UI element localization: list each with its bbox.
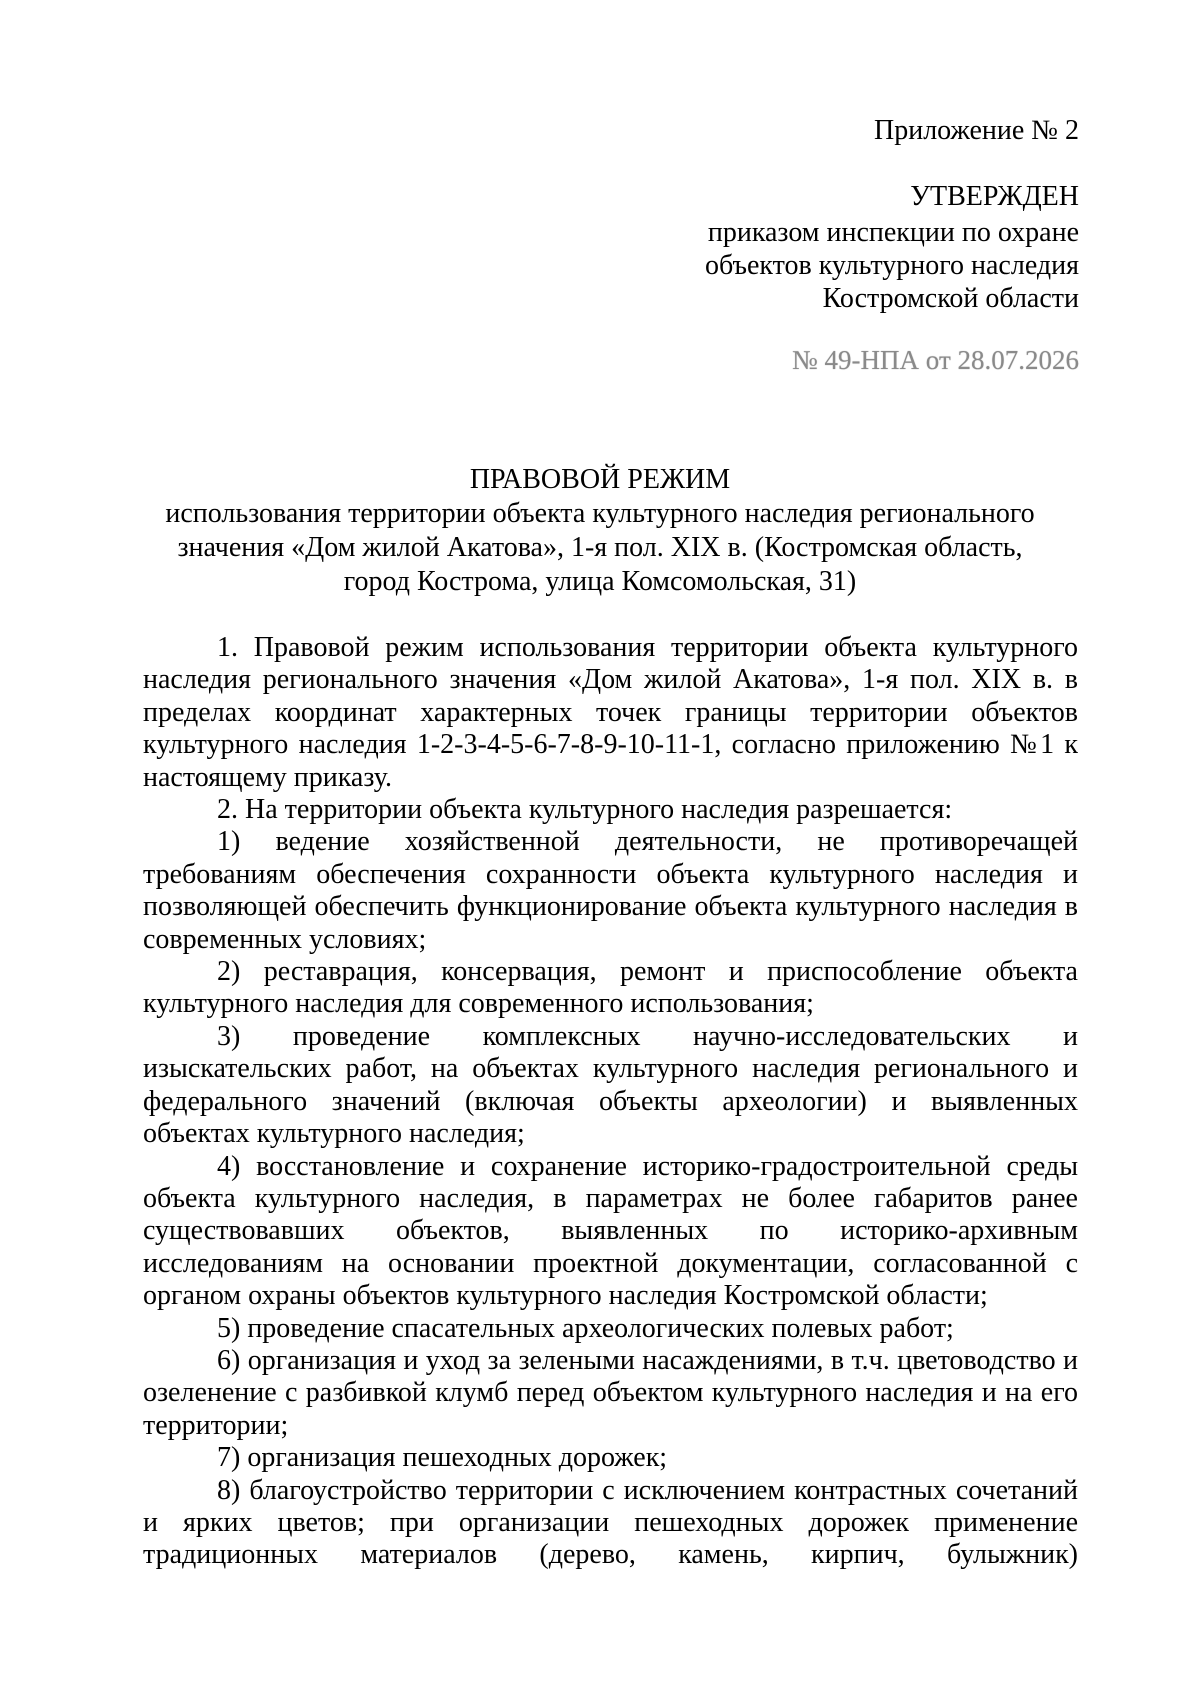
- approver-line: приказом инспекции по охране: [707, 217, 1079, 248]
- approver-line: объектов культурного наследия: [704, 250, 1079, 281]
- title-heading: ПРАВОВОЙ РЕЖИМ: [469, 464, 731, 495]
- title-subtitle-line: значения «Дом жилой Акатова», 1-я пол. XIX в. (Костромская область,: [177, 532, 1023, 563]
- title-subtitle-line: город Кострома, улица Комсомольская, 31): [343, 566, 857, 597]
- approver-line: Костромской области: [822, 283, 1079, 314]
- appendix-label: Приложение № 2: [874, 115, 1079, 146]
- paragraph-2: 2. На территории объекта культурного наследия разрешается:: [217, 794, 953, 826]
- list-item-4: 4) восстановление и сохранение историко-градостроительной среды объекта культурного наследия, в параметрах не более габаритов ранее существовавших объектов, выявленных по историко-архивным исследованиям на основании проектной документации, согласованной с органом охраны объектов культурного наследия Костромской области;: [143, 1150, 1078, 1312]
- document-body: [143, 632, 1078, 1572]
- list-item-5: 5) проведение спасательных археологических полевых работ;: [217, 1312, 954, 1344]
- list-item-8: 8) благоустройство территории с исключением контрастных сочетаний и ярких цветов; при организации пешеходных дорожек применение традиционных материалов (дерево, камень, кирпич, булыжник): [143, 1474, 1078, 1571]
- list-item-6: 6) организация и уход за зелеными насаждениями, в т.ч. цветоводство и озеленение с разбивкой клумб перед объектом культурного наследия и на его территории;: [143, 1344, 1078, 1441]
- list-item-2: 2) реставрация, консервация, ремонт и приспособление объекта культурного наследия для современного использования;: [143, 956, 1078, 1020]
- title-subtitle-line: использования территории объекта культурного наследия регионального: [165, 498, 1035, 529]
- list-item-3: 3) проведение комплексных научно-исследовательских и изыскательских работ, на объектах культурного наследия регионального и федерального значений (включая объекты археологии) и выявленных объектах культурного наследия;: [143, 1020, 1078, 1150]
- document-title: [120, 463, 1080, 599]
- list-item-7: 7) организация пешеходных дорожек;: [217, 1442, 668, 1474]
- list-item-1: 1) ведение хозяйственной деятельности, не противоречащей требованиям обеспечения сохранности объекта культурного наследия и позволяющей обеспечить функционирование объекта культурного наследия в современных условиях;: [143, 826, 1078, 955]
- approval-stamp-title: УТВЕРЖДЕН: [910, 181, 1079, 212]
- order-number: № 49-НПА от 28.07.2026: [792, 345, 1079, 375]
- paragraph-1: 1. Правовой режим использования территории объекта культурного наследия регионального значения «Дом жилой Акатова», 1-я пол. XIX в. в пределах координат характерных точек границы территории объектов культурного наследия 1-2-3-4-5-6-7-8-9-10-11-1, согласно приложению №1 к настоящему приказу.: [143, 632, 1078, 793]
